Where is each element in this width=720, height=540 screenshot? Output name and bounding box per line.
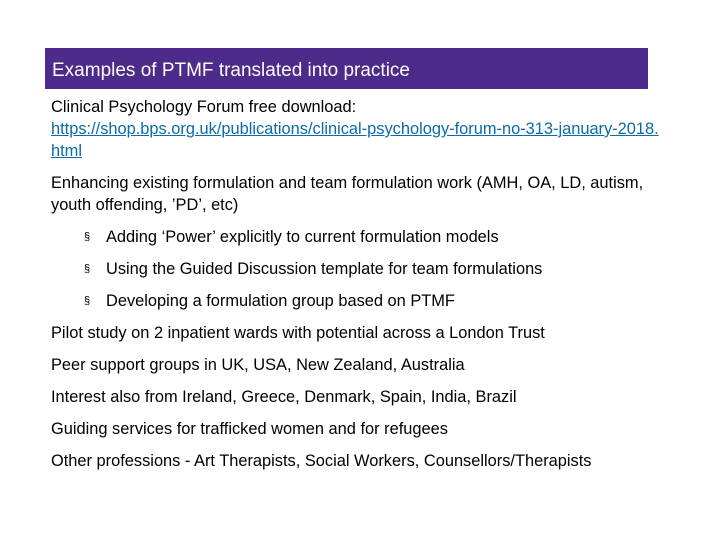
- list-item: Guiding services for trafficked women and for refugees: [51, 420, 448, 438]
- slide-content: [51, 96, 661, 482]
- bullet-item: [51, 226, 661, 248]
- bullet-text: Using the Guided Discussion template for team formulations: [106, 260, 543, 278]
- list-item: Peer support groups in UK, USA, New Zealand, Australia: [51, 356, 465, 374]
- bullet-item: [51, 290, 661, 312]
- bullet-text: Developing a formulation group based on PTMF: [106, 292, 455, 310]
- download-block: [51, 96, 661, 162]
- slide-title: Examples of PTMF translated into practice: [45, 48, 648, 89]
- download-label: Clinical Psychology Forum free download:: [51, 98, 357, 116]
- bullet-marker: §: [84, 295, 91, 307]
- list-item: Pilot study on 2 inpatient wards with potential across a London Trust: [51, 324, 545, 342]
- bullet-text: Adding ‘Power’ explicitly to current formulation models: [106, 228, 499, 246]
- list-item: Other professions - Art Therapists, Social Workers, Counsellors/Therapists: [51, 452, 592, 470]
- bullet-marker: §: [84, 263, 91, 275]
- bullet-marker: §: [84, 231, 91, 243]
- formulation-paragraph: Enhancing existing formulation and team formulation work (AMH, OA, LD, autism, youth offending, ’PD’, etc): [51, 174, 644, 214]
- download-link[interactable]: https://shop.bps.org.uk/publications/clinical-psychology-forum-no-313-january-2018.html: [51, 120, 659, 160]
- bullet-item: [51, 258, 661, 280]
- list-item: Interest also from Ireland, Greece, Denmark, Spain, India, Brazil: [51, 388, 517, 406]
